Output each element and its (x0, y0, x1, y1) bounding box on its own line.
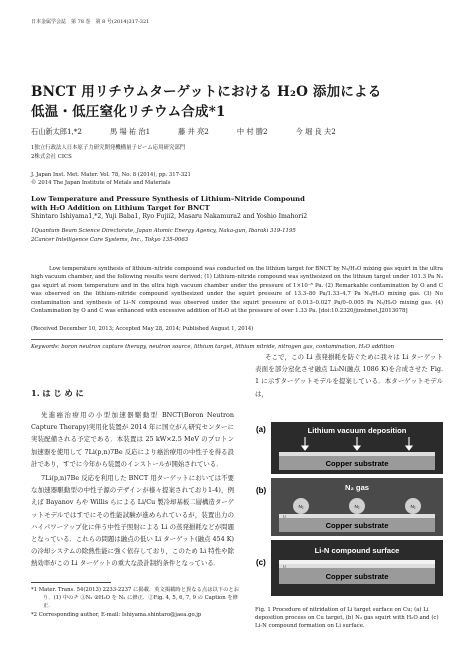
lithium-layer-c (279, 564, 435, 568)
footnotes (31, 586, 241, 619)
author-ja-5: 今 堀 良 夫2 (295, 127, 336, 136)
deposition-label: Lithium vacuum deposition (307, 426, 407, 435)
japanese-affiliation-1: 1独立行政法人日本原子力研究開発機構量子ビーム応用研究部門 (31, 145, 186, 151)
body-paragraph-2: 7Li(p,n)7Be 反応を利用した BNCT 用ターゲットにおいては不要な加速器駆動型の中性子源のデザインが様々提案されており1-4)，例えば Bayanov らや Willis らによる Li/Cu 製冷却基板二層構造ターゲットモデルではすでにその性能試験が進められているが，装置出力のハイパワーアップ化に伴う中性子照射による Li の蒸発損耗などが問題となっている．これらの問題は融点の低い Li ターゲット(融点 454 K)の冷却システムの除熱性能に強く依存しており，このため Li 特性や除熱効率がこの Li ターゲットの重大な設計制約条件となっている． (31, 474, 234, 568)
japanese-title-line-2: 低温・低圧窒化リチウム合成*1 (31, 104, 226, 120)
author-ja-2: 馬 場 祐 治1 (109, 127, 151, 136)
panel-b-label: (b) (256, 486, 267, 495)
molecule-label-2: N₂ (354, 504, 360, 509)
abstract: Low temperature synthesis of lithium–nitride compound was conducted on the lithium target for BNCT by N₂/H₂O mixing gas squirt in the ultra high vacuum chamber, and the following results were derived; (1) Lithium–nitride compound was synthesized on the lithium target under 101.3 Pa N₂ gas squirt at room temperature and in the ultra high vacuum chamber under the pressure of 1×10⁻⁸ Pa. (2) Remarkable contamination by O and C was observed on the lithium–nitride compound synthesized under the squirt pressure of 13.3–80 Pa/1.33–4.7 Pa N₂/H₂O mixing gas. (3) No contamination and synthesis of Li–N compound was observed under the squirt pressure of 0.013–0.027 Pa/0–0.005 Pa N₂/H₂O mixing gas. (4) Contamination by O and C was enhanced with excessive addition of H₂O at the pressure of over 1.33 Pa. [doi:10.2320/jinstmet.J2013078] (31, 266, 443, 315)
japanese-author-list (31, 127, 451, 137)
copper-label-c: Copper substrate (325, 572, 389, 581)
divider (31, 339, 443, 340)
panel-b (256, 478, 443, 536)
japanese-affiliation-2: 2株式会社 CICS (31, 154, 72, 160)
figure-caption: Fig. 1 Procedure of nitridation of Li target surface on Cu; (a) Li deposition process on Cu target, (b) N₂ gas squirt with H₂O and (c) Li-N compound formation on Li surface. (255, 607, 439, 630)
footnote-divider (31, 582, 111, 583)
english-affiliation-1: 1Quantum Beam Science Directorate, Japan Atomic Energy Agency, Naka-gun, Ibaraki 319-1195 (31, 228, 296, 234)
body-column-left (31, 409, 234, 572)
figure-1 (255, 414, 445, 610)
english-title-line-1: Low Temperature and Pressure Synthesis of Lithium–Nitride Compound (31, 195, 305, 203)
molecule-label-3: N₂ (410, 504, 416, 509)
copper-label-a: Copper substrate (325, 459, 389, 468)
english-author-list: Shintaro Ishiyama1,*2, Yuji Baba1, Ryo Fujii2, Masaru Nakamura2 and Yoshio Imahori2 (31, 213, 308, 220)
footnote-1: *1 Mater. Trans. 54(2013) 2233-2237 に掲載．英文掲載時と異なる点は以下のとおり．(1) 中のチ ③N₂ ②H₂O を N₂ に修正．②Fig. 4, 5, 6, 7, 9 の Caption を修正． (31, 587, 239, 610)
body-column-right: そこで，この Li 蒸発損耗を防ぐために我々は Li ターゲット表面を部分窒化させ融点 Li₃N(融点 1086 K)を合成させた Fig. 1 に示すターゲットモデルを提案している．本ターゲットモデルは， (255, 353, 443, 398)
lithium-layer-a (279, 452, 435, 456)
surface-label: Li-N compound surface (314, 546, 400, 555)
keywords: Keywords: boron neutron capture therapy, neutron source, lithium target, lithium nitride, nitrogen gas, contamination, H₂O addition (31, 344, 395, 350)
citation-line: J. Japan Inst. Met. Mater. Vol. 78, No. 8 (2014), pp. 317-321 (31, 172, 191, 178)
molecule-label-1: N₂ (298, 504, 304, 509)
english-title-line-2: with H₂O Addition on Lithium Target for BNCT (31, 204, 210, 212)
lithium-layer-b (279, 514, 435, 518)
lithium-label: Li (283, 514, 286, 519)
english-affiliation-2: 2Cancer Intelligence Care Systems, Inc., Tokyo 135-0063 (31, 237, 189, 243)
copyright-line: © 2014 The Japan Institute of Metals and Materials (31, 180, 171, 186)
lin-compound-layer (279, 560, 435, 564)
panel-c (256, 540, 443, 596)
author-ja-4: 中 村 勝2 (236, 127, 268, 136)
received-dates: (Received December 10, 2013; Accepted May 28, 2014; Published August 1, 2014) (31, 326, 254, 332)
panel-c-label: (c) (256, 558, 266, 567)
author-ja-3: 藤 井 亮2 (178, 127, 209, 136)
lithium-label-c: Li (283, 564, 286, 569)
panel-a-label: (a) (256, 425, 266, 434)
panel-a (256, 422, 443, 474)
section-heading: 1. は じ め に (31, 388, 84, 398)
author-ja-1: 石山新太郎1,*2 (31, 127, 82, 136)
body-paragraph-1: 先進癌治療用の小型加速器駆動型 BNCT(Boron Neutron Capture Therapy)実用化装置が 2014 年に国立がん研究センターに実装配備される予定である．本装置は 25 kW×2.5 MeV のプロトン加速器を使用して 7Li(p,n)7Be 反応により癌治療用の中性子を得る設計であり，すでに今年から装置のインストールが開始されている． (31, 411, 234, 468)
japanese-title-line-1: BNCT 用リチウムターゲットにおける H₂O 添加による (31, 84, 382, 100)
footnote-2: *2 Corresponding author, E-mail: Ishiyama.shintaro@jaea.go.jp (31, 611, 202, 618)
copper-label-b: Copper substrate (325, 521, 389, 530)
journal-header: 日本金属学会誌 第 78 巻 第 8 号(2014)317-321 (31, 19, 150, 25)
gas-label: N₂ gas (344, 483, 370, 492)
